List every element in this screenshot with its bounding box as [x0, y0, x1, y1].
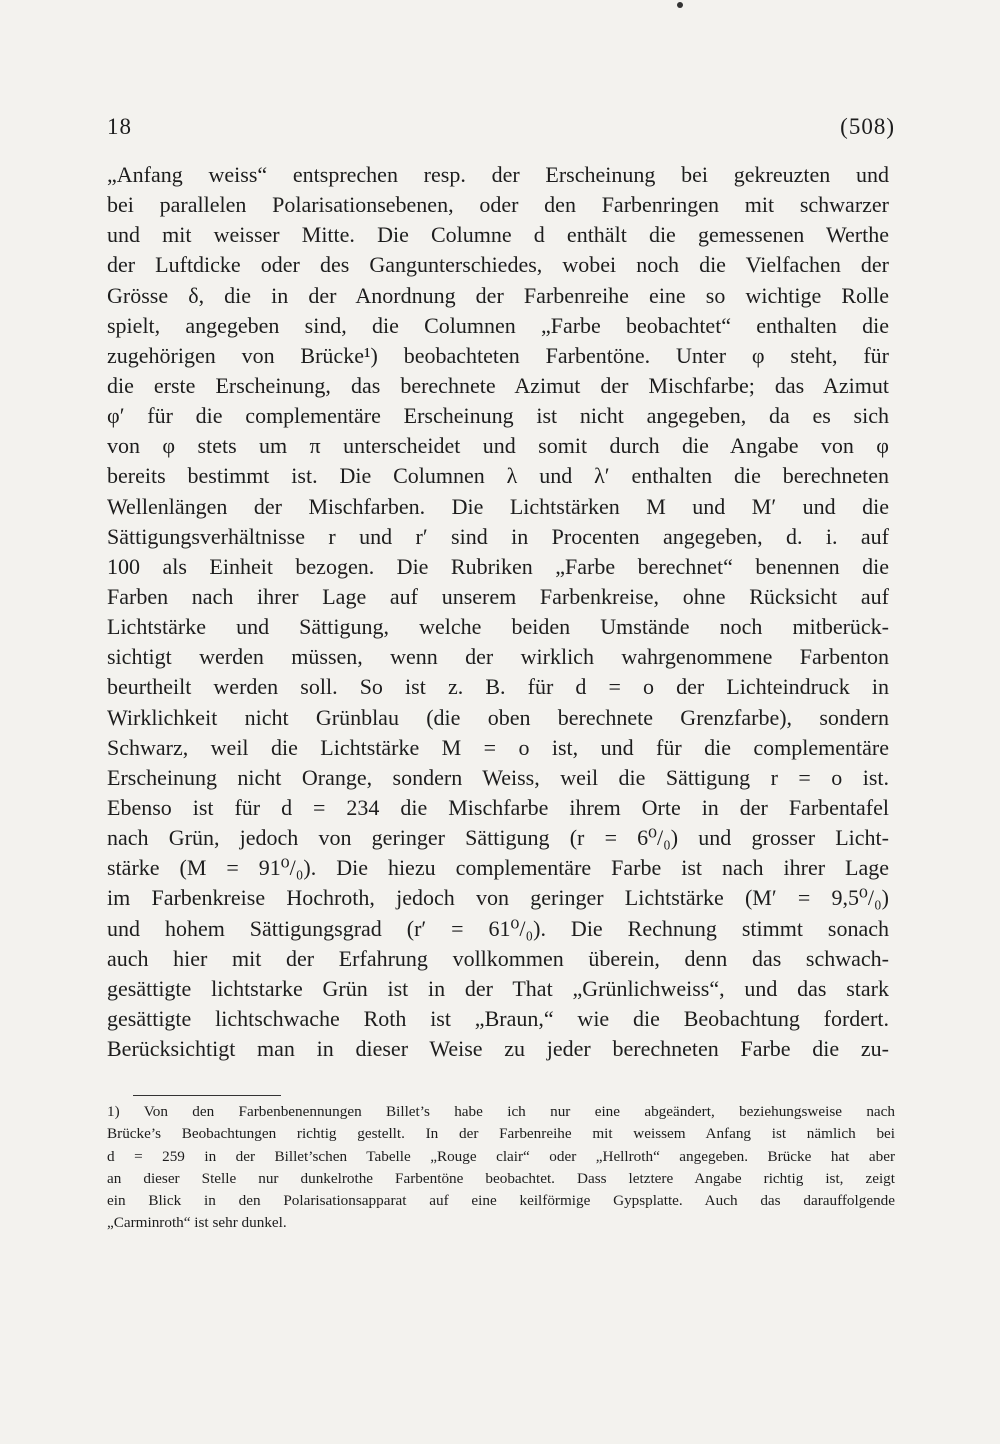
body-line: Berücksichtigt man in dieser Weise zu jeder berechneten Farbe die zu-: [107, 1036, 889, 1062]
body-line: im Farbenkreise Hochroth, jedoch von geringer Lichtstärke (M′ = 9,5⁰/₀): [107, 885, 889, 911]
body-line: Farben nach ihrer Lage auf unserem Farbenkreise, ohne Rücksicht auf: [107, 583, 889, 609]
body-line: nach Grün, jedoch von geringer Sättigung (r = 6⁰/₀) und grosser Licht-: [107, 825, 889, 851]
body-line: spielt, angegeben sind, die Columnen „Farbe beobachtet“ enthalten die: [107, 312, 889, 338]
body-line: bereits bestimmt ist. Die Columnen λ und λ′ enthalten die berechneten: [107, 463, 889, 489]
footnote-line: ein Blick in den Polarisationsapparat auf eine keilförmige Gypsplatte. Auch das darauffolgende: [107, 1192, 895, 1210]
page-header: [107, 114, 895, 146]
body-line: „Anfang weiss“ entsprechen resp. der Erscheinung bei gekreuzten und: [107, 162, 889, 187]
body-line: und hohem Sättigungsgrad (r′ = 61⁰/₀). Die Rechnung stimmt sonach: [107, 915, 889, 941]
body-line: Schwarz, weil die Lichtstärke M = o ist, und für die complementäre: [107, 734, 889, 760]
print-speck: [677, 2, 683, 8]
body-line: 100 als Einheit bezogen. Die Rubriken „Farbe berechnet“ benennen die: [107, 553, 889, 579]
body-line: gesättigte lichtstarke Grün ist in der That „Grünlichweiss“, und das stark: [107, 975, 889, 1001]
body-line: φ′ für die complementäre Erscheinung ist nicht angegeben, da es sich: [107, 403, 889, 429]
footnote-line: d = 259 in der Billet’schen Tabelle „Rouge clair“ oder „Hellroth“ angegeben. Brücke hat aber: [107, 1147, 895, 1165]
footnote-divider: [133, 1095, 281, 1096]
body-line: zugehörigen von Brücke¹) beobachteten Farbentöne. Unter φ steht, für: [107, 342, 889, 368]
body-line: Lichtstärke und Sättigung, welche beiden Umstände noch mitberück-: [107, 614, 889, 640]
footnote-line: „Carminroth“ ist sehr dunkel.: [107, 1214, 287, 1232]
footnote-line: Brücke’s Beobachtungen richtig gestellt. In der Farbenreihe mit weissem Anfang ist nämlich bei: [107, 1125, 895, 1143]
body-line: stärke (M = 91⁰/₀). Die hiezu complementäre Farbe ist nach ihrer Lage: [107, 855, 889, 881]
body-line: auch hier mit der Erfahrung vollkommen überein, denn das schwach-: [107, 945, 889, 971]
body-line: Wirklichkeit nicht Grünblau (die oben berechnete Grenzfarbe), sondern: [107, 704, 889, 730]
body-line: Sättigungsverhältnisse r und r′ sind in Procenten angegeben, d. i. auf: [107, 523, 889, 549]
body-line: die erste Erscheinung, das berechnete Azimut der Mischfarbe; das Azimut: [107, 372, 889, 398]
body-text: [107, 160, 889, 1064]
footnote: [107, 1101, 895, 1235]
body-line: der Luftdicke oder des Gangunterschiedes, wobei noch die Vielfachen der: [107, 252, 889, 278]
page-reference: (508): [840, 114, 895, 139]
body-line: sichtigt werden müssen, wenn der wirklich wahrgenommene Farbenton: [107, 644, 889, 670]
body-line: Ebenso ist für d = 234 die Mischfarbe ihrem Orte in der Farbentafel: [107, 794, 889, 820]
body-line: von φ stets um π unterscheidet und somit durch die Angabe von φ: [107, 433, 889, 459]
body-line: und mit weisser Mitte. Die Columne d enthält die gemessenen Werthe: [107, 222, 889, 248]
body-line: Grösse δ, die in der Anordnung der Farbenreihe eine so wichtige Rolle: [107, 282, 889, 308]
body-line: beurtheilt werden soll. So ist z. B. für d = o der Lichteindruck in: [107, 674, 889, 700]
body-line: Wellenlängen der Mischfarben. Die Lichtstärken M und M′ und die: [107, 493, 889, 519]
footnote-line: 1) Von den Farbenbenennungen Billet’s habe ich nur eine abgeändert, beziehungsweise nach: [107, 1103, 895, 1120]
page-number: 18: [107, 114, 132, 139]
body-line: gesättigte lichtschwache Roth ist „Braun,“ wie die Beobachtung fordert.: [107, 1005, 889, 1031]
body-line: bei parallelen Polarisationsebenen, oder den Farbenringen mit schwarzer: [107, 192, 889, 218]
body-line: Erscheinung nicht Orange, sondern Weiss, weil die Sättigung r = o ist.: [107, 764, 889, 790]
footnote-line: an dieser Stelle nur dunkelrothe Farbentöne beobachtet. Dass letztere Angabe richtig ist, zeigt: [107, 1169, 895, 1187]
